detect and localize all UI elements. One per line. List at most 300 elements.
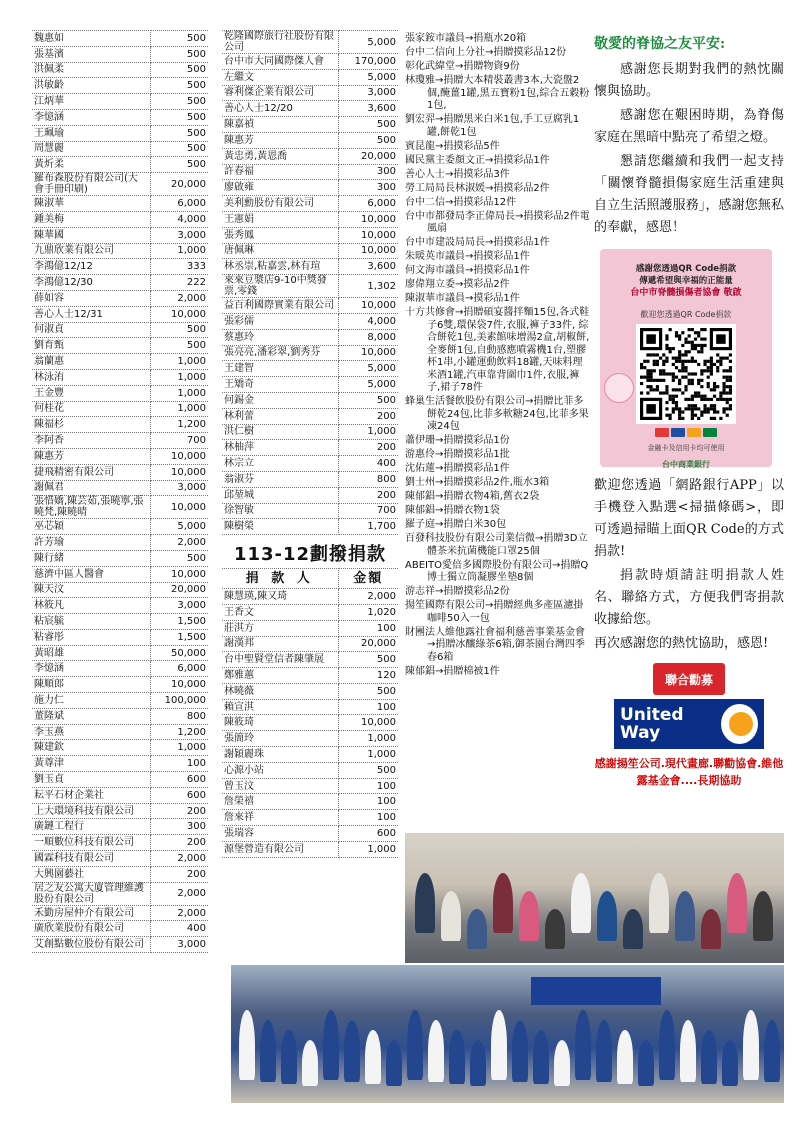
person-figure	[407, 1010, 423, 1080]
list-item: 劉宏羿→捐贈黑米白米1包,手工豆腐乳1罐,餅乾1包	[405, 114, 580, 138]
table-row	[32, 724, 208, 740]
donation-amount: 20,000	[338, 148, 398, 164]
donation-amount: 222	[150, 275, 208, 291]
donation-amount: 1,500	[150, 629, 208, 645]
donor-name: 王金豐	[32, 385, 150, 401]
table-row	[32, 157, 208, 173]
donation-amount: 500	[150, 550, 208, 566]
donor-name: 美利勳股份有限公司	[222, 196, 338, 212]
donor-name: 董隆斌	[32, 708, 150, 724]
donation-amount: 10,000	[338, 211, 398, 227]
list-item: 游志祥→捐贈摸彩品2份	[405, 586, 510, 597]
donor-name: 許芳瑜	[32, 535, 150, 551]
donor-name: 林丞崇,粘嘉雲,林有瑄	[222, 259, 338, 275]
table-row	[32, 243, 208, 259]
goods-donation-column	[405, 33, 592, 680]
donor-name: 許春福	[222, 164, 338, 180]
table-row	[222, 668, 398, 684]
donor-name: 陳天汶	[32, 582, 150, 598]
donor-name: 善心人士12/31	[32, 306, 150, 322]
person-figure	[597, 891, 617, 941]
donor-name: 張簡玲	[222, 731, 338, 747]
donation-amount: 10,000	[338, 345, 398, 361]
donation-amount: 700	[338, 503, 398, 519]
list-item: 蕭伊珊→捐贈摸彩品1份	[405, 435, 510, 446]
donation-amount: 20,000	[150, 582, 208, 598]
person-figure	[302, 1040, 318, 1086]
list-item: 彰化武緯堂→捐贈物資9份	[405, 61, 520, 72]
table-row	[32, 322, 208, 338]
donation-amount: 500	[338, 683, 398, 699]
donor-name: 曾玉汶	[222, 778, 338, 794]
person-figure	[649, 873, 669, 933]
donation-amount: 500	[150, 31, 208, 47]
donor-name: 王香文	[222, 604, 338, 620]
donor-name: 張秀鳳	[222, 227, 338, 243]
table-row	[32, 661, 208, 677]
thanks-title: 敬愛的脊協之友平安:	[594, 36, 726, 52]
donor-name: 源堡營造有限公司	[222, 841, 338, 857]
donor-name: 蔡惠玲	[222, 329, 338, 345]
donor-name: 捷飛精密有限公司	[32, 464, 150, 480]
table-row	[32, 772, 208, 788]
person-figure	[415, 873, 435, 933]
table-row	[32, 480, 208, 496]
united-way-logo-top: 聯合勸募	[653, 663, 725, 695]
qr-code-icon	[640, 328, 732, 420]
table-row	[32, 740, 208, 756]
table-row	[32, 196, 208, 212]
donor-name: 林筱凡	[32, 598, 150, 614]
donor-name: 廣欣業股份有限公司	[32, 921, 150, 937]
donor-name: 廣鏈工程行	[32, 819, 150, 835]
donation-amount: 10,000	[150, 496, 208, 519]
table-row	[32, 598, 208, 614]
table-row	[222, 85, 398, 101]
donor-table-1	[32, 30, 208, 953]
table-row	[32, 338, 208, 354]
donation-amount: 5,000	[338, 31, 398, 54]
person-figure	[743, 1010, 759, 1080]
donation-amount: 300	[150, 819, 208, 835]
card-logo-icon	[671, 428, 685, 437]
bank-logo: 台中商業銀行	[662, 460, 710, 469]
table-row	[222, 361, 398, 377]
table-row	[222, 180, 398, 196]
donation-amount: 200	[338, 440, 398, 456]
table-row	[32, 464, 208, 480]
person-figure	[596, 1020, 612, 1082]
donation-amount: 6,000	[150, 661, 208, 677]
donor-name: 大興園藝社	[32, 866, 150, 882]
donor-name: 巫芯穎	[32, 519, 150, 535]
donation-amount: 2,000	[150, 882, 208, 905]
donation-amount: 500	[150, 125, 208, 141]
donor-name: 江炳華	[32, 94, 150, 110]
event-banner	[531, 977, 661, 1005]
person-figure	[323, 1010, 339, 1080]
donor-name: 九鼎欣業有限公司	[32, 243, 150, 259]
mascot-icon	[604, 373, 634, 403]
table-row	[32, 306, 208, 322]
sponsor-thanks-note: 感謝揚笙公司.現代畫廊.聯勸協會.維他露基金會....長期協助	[594, 757, 784, 787]
table-row	[32, 259, 208, 275]
list-item: 陳郁錩→捐贈棉被1件	[405, 665, 500, 677]
donation-amount: 2,000	[150, 905, 208, 921]
donor-name: 林柚萍	[222, 440, 338, 456]
table-row	[32, 677, 208, 693]
table-row	[222, 636, 398, 652]
table-row	[32, 433, 208, 449]
donation-amount: 10,000	[150, 448, 208, 464]
table-row	[32, 94, 208, 110]
donor-name: 王憲娟	[222, 211, 338, 227]
header-amount: 金額	[338, 569, 398, 589]
table-row	[32, 354, 208, 370]
donation-amount: 10,000	[150, 464, 208, 480]
donor-name: 何桂花	[32, 401, 150, 417]
table-row	[32, 78, 208, 94]
donation-amount: 800	[150, 708, 208, 724]
donor-name: 翁蘭惠	[32, 354, 150, 370]
donor-name: 睿利傑企業有限公司	[222, 85, 338, 101]
person-figure	[386, 1040, 402, 1086]
united-way-logo-bottom	[614, 699, 764, 749]
table-row	[32, 211, 208, 227]
donor-name: 詹來祥	[222, 810, 338, 826]
donor-name: 陳淑華	[32, 196, 150, 212]
person-figure	[545, 909, 565, 949]
person-figure	[554, 1040, 570, 1086]
giro-table-header	[222, 569, 398, 589]
donor-name: 心源小站	[222, 762, 338, 778]
united-way-logo	[614, 663, 764, 749]
person-figure	[722, 1040, 738, 1086]
person-figure	[533, 1030, 549, 1084]
person-figure	[571, 873, 591, 933]
list-item: 游惠伶→捐贈摸彩品1批	[405, 449, 510, 460]
donation-amount: 1,000	[338, 747, 398, 763]
donor-name: 鄭雅蕙	[222, 668, 338, 684]
donation-amount: 400	[150, 921, 208, 937]
donation-amount: 1,000	[338, 424, 398, 440]
list-item: 國民黨主委顏文正→捐摸彩品1件	[405, 154, 550, 166]
table-row	[222, 519, 398, 535]
list-item: 台中二信向上分社→捐贈摸彩品12份	[405, 47, 567, 58]
donation-amount: 1,302	[338, 275, 398, 298]
donor-name: 陳華國	[32, 227, 150, 243]
list-item: 台中二信→捐摸彩品12件	[405, 196, 517, 208]
table-row	[32, 803, 208, 819]
table-row	[32, 275, 208, 291]
donation-amount: 2,000	[150, 290, 208, 306]
person-figure	[239, 1010, 255, 1080]
table-row	[32, 125, 208, 141]
table-row	[32, 693, 208, 709]
table-row	[32, 369, 208, 385]
person-figure	[623, 909, 643, 949]
table-row	[32, 851, 208, 867]
donation-amount: 100	[338, 620, 398, 636]
table-row	[32, 385, 208, 401]
donation-amount: 10,000	[338, 715, 398, 731]
donation-amount: 3,000	[150, 937, 208, 953]
table-row	[32, 937, 208, 953]
donation-amount: 5,000	[338, 69, 398, 85]
donation-amount: 20,000	[338, 636, 398, 652]
donation-amount: 1,000	[150, 401, 208, 417]
donation-amount: 8,000	[338, 329, 398, 345]
person-figure	[638, 1040, 654, 1086]
donation-amount: 1,000	[150, 354, 208, 370]
donor-name: 粘宸毓	[32, 614, 150, 630]
donor-name: 劉育甄	[32, 338, 150, 354]
donor-name: 林曉薇	[222, 683, 338, 699]
table-row	[32, 645, 208, 661]
donation-amount: 3,000	[150, 227, 208, 243]
table-row	[222, 747, 398, 763]
donation-amount: 500	[338, 392, 398, 408]
table-row	[222, 589, 398, 605]
donation-amount: 5,000	[338, 361, 398, 377]
donation-amount: 600	[150, 772, 208, 788]
donation-amount: 1,700	[338, 519, 398, 535]
table-row	[32, 62, 208, 78]
table-row	[222, 259, 398, 275]
donor-list-column-2	[222, 30, 398, 858]
donor-name: 何錫金	[222, 392, 338, 408]
united-way-hand-icon	[721, 704, 758, 744]
donation-amount: 100	[338, 810, 398, 826]
list-item: 蜂巢生活餐飲股份有限公司→捐贈比菲多餅乾24包,比菲多軟糖24包,比菲多果凍24包	[405, 396, 589, 432]
table-row	[222, 652, 398, 668]
donor-name: 魏惠如	[32, 31, 150, 47]
table-row	[222, 31, 398, 54]
donor-name: 張瑞容	[222, 826, 338, 842]
donation-amount: 1,200	[150, 417, 208, 433]
person-figure	[617, 1030, 633, 1084]
table-row	[222, 604, 398, 620]
qr-line-3: 台中市脊髓損傷者協會 敬啟	[630, 288, 742, 298]
list-item: 廖偉翔立委→摸彩品2件	[405, 279, 510, 290]
donation-amount: 6,000	[338, 196, 398, 212]
header-donor: 捐 款 人	[222, 569, 338, 589]
list-item: 陳淑華市議員→摸彩品1件	[405, 293, 520, 304]
table-row	[222, 345, 398, 361]
donation-amount: 1,500	[150, 614, 208, 630]
list-item: 十方共修會→捐贈碩宴醬拌麵15包,各式鞋子6雙,環保袋7件,衣服,褲子33件, 綜合餅乾1包,美素館味增湯2盒,胡椒餅,全麥餅1包,自動感應噴霧機1台,塑膠杯1串,小罐運動飲料18罐,天味料理米酒1罐,汽車靠背圍巾1件,衣服,褲子,裙子78件	[405, 307, 590, 393]
table-row	[32, 290, 208, 306]
donor-name: 乾隆國際旅行社股份有限公司	[222, 31, 338, 54]
donor-name: 慈濟中區人醫會	[32, 566, 150, 582]
list-item: 沈佑蓮→捐贈摸彩品1件	[405, 463, 510, 474]
donation-amount: 3,000	[338, 85, 398, 101]
table-row	[222, 683, 398, 699]
donor-name: 黃昭雄	[32, 645, 150, 661]
table-row	[222, 69, 398, 85]
person-figure	[491, 1010, 507, 1080]
donor-name: 張亮亮,潘彩翠,劉秀芬	[222, 345, 338, 361]
person-figure	[493, 873, 513, 933]
table-row	[32, 835, 208, 851]
table-row	[222, 794, 398, 810]
table-row	[222, 841, 398, 857]
table-row	[222, 117, 398, 133]
list-item: ABEITO愛倍多國際股份有限公司→捐贈Q博士獨立筒凝膠坐墊8個	[405, 559, 589, 583]
donation-amount: 500	[150, 322, 208, 338]
person-figure	[753, 891, 773, 941]
donation-amount: 4,000	[338, 313, 398, 329]
donation-amount: 500	[338, 132, 398, 148]
donation-amount: 100	[338, 699, 398, 715]
person-figure	[764, 1020, 780, 1082]
person-figure	[365, 1030, 381, 1084]
table-row	[32, 519, 208, 535]
table-row	[32, 787, 208, 803]
donor-name: 何淑貞	[32, 322, 150, 338]
donor-name: 粘睿彤	[32, 629, 150, 645]
thanks-paragraph-1: 感謝您長期對我們的熱忱關懷與協助。	[594, 62, 784, 99]
donor-name: 王矯奇	[222, 377, 338, 393]
donor-name: 張惜嬌,陳芸茹,張曉寧,張曉梵,陳曉晴	[32, 496, 150, 519]
donor-name: 李阿香	[32, 433, 150, 449]
donation-amount: 200	[338, 408, 398, 424]
table-row	[222, 487, 398, 503]
donor-name: 黃忠勇,黃恩喬	[222, 148, 338, 164]
donation-amount: 20,000	[150, 173, 208, 196]
donor-name: 陳嘉禎	[222, 117, 338, 133]
person-figure	[428, 1020, 444, 1082]
donation-amount: 100	[338, 794, 398, 810]
table-row	[222, 164, 398, 180]
table-row	[32, 756, 208, 772]
donation-amount: 3,000	[150, 598, 208, 614]
table-row	[222, 101, 398, 117]
donation-amount: 100	[338, 778, 398, 794]
donor-name: 艾創點數位股份有限公司	[32, 937, 150, 953]
donation-amount: 400	[338, 456, 398, 472]
donation-amount: 500	[338, 762, 398, 778]
donation-amount: 4,000	[150, 211, 208, 227]
table-row	[222, 196, 398, 212]
donation-amount: 1,000	[338, 731, 398, 747]
donor-name: 耘平石材企業社	[32, 787, 150, 803]
event-photo-meeting	[405, 833, 784, 963]
donor-name: 李鴻億12/30	[32, 275, 150, 291]
table-row	[32, 31, 208, 47]
donor-name: 陳慧瑛,陳又琦	[222, 589, 338, 605]
donation-amount: 500	[150, 157, 208, 173]
donor-name: 居之友公寓大廈管理維護股份有限公司	[32, 882, 150, 905]
donation-amount: 500	[150, 46, 208, 62]
table-row	[222, 699, 398, 715]
table-row	[222, 227, 398, 243]
donation-amount: 200	[150, 803, 208, 819]
donor-name: 一順數位科技有限公司	[32, 835, 150, 851]
thanks-paragraph-2: 感謝您在艱困時期，為脊傷家庭在黑暗中點亮了希望之燈。	[594, 108, 784, 145]
table-row	[222, 377, 398, 393]
donor-name: 洪敏齡	[32, 78, 150, 94]
person-figure	[575, 1010, 591, 1080]
giro-donation-table	[222, 568, 398, 858]
qr-subtitle: 歡迎您透過QR Code捐款	[640, 310, 732, 319]
donation-amount: 3,600	[338, 259, 398, 275]
thanks-paragraph-4: 歡迎您透過「網路銀行APP」以手機登入點選<掃描條碼>，即可透過掃瞄上面QR Code的方式捐款!	[594, 478, 784, 559]
donor-name: 唐佩琳	[222, 243, 338, 259]
table-row	[32, 629, 208, 645]
table-row	[32, 819, 208, 835]
donor-name: 廖啟雍	[222, 180, 338, 196]
card-logos	[600, 428, 772, 437]
donor-name: 鍾美梅	[32, 211, 150, 227]
donor-name: 陳筱琦	[222, 715, 338, 731]
donation-amount: 500	[150, 141, 208, 157]
donor-name: 禾勤房屋仲介有限公司	[32, 905, 150, 921]
donation-amount: 1,000	[150, 385, 208, 401]
list-item: 何文海市議員→捐摸彩品1件	[405, 265, 530, 276]
table-row	[222, 148, 398, 164]
person-figure	[449, 1030, 465, 1084]
donation-amount: 800	[338, 471, 398, 487]
donor-name: 謝漢邦	[222, 636, 338, 652]
donation-amount: 10,000	[150, 566, 208, 582]
card-logo-icon	[703, 428, 717, 437]
donation-amount: 2,000	[150, 535, 208, 551]
donation-amount: 100	[150, 756, 208, 772]
giro-donation-title: 113-12劃撥捐款	[233, 544, 387, 566]
table-row	[222, 424, 398, 440]
donation-amount: 10,000	[150, 677, 208, 693]
card-logo-icon	[687, 428, 701, 437]
person-figure	[281, 1030, 297, 1084]
donation-amount: 1,000	[150, 740, 208, 756]
thanks-paragraph-6: 再次感謝您的熱忱協助，感恩!	[594, 636, 769, 651]
donation-amount: 500	[150, 94, 208, 110]
donation-amount: 300	[338, 180, 398, 196]
donation-amount: 500	[150, 338, 208, 354]
qr-line-1: 感謝您透過QR Code捐款	[635, 264, 737, 274]
table-row	[222, 456, 398, 472]
qr-code[interactable]	[636, 324, 736, 424]
donor-name: 善心人士12/20	[222, 101, 338, 117]
united-way-text: United Way	[620, 705, 684, 743]
donor-table-2	[222, 30, 398, 535]
table-row	[222, 471, 398, 487]
donation-amount: 500	[150, 62, 208, 78]
table-row	[222, 132, 398, 148]
donation-amount: 2,000	[150, 851, 208, 867]
list-item: 百發科技股份有限公司業信微→捐贈3D立體茶米抗菌機能口罩25個	[405, 533, 588, 557]
table-row	[32, 448, 208, 464]
table-row	[32, 496, 208, 519]
donation-amount: 3,600	[338, 101, 398, 117]
donor-name: 陳建欽	[32, 740, 150, 756]
donor-name: 上大環境科技有限公司	[32, 803, 150, 819]
donation-amount: 200	[338, 487, 398, 503]
donor-name: 邱堃城	[222, 487, 338, 503]
donor-name: 施力仁	[32, 693, 150, 709]
donor-name: 莊淇方	[222, 620, 338, 636]
donor-name: 陳行緒	[32, 550, 150, 566]
table-row	[32, 566, 208, 582]
donor-name: 薛如容	[32, 290, 150, 306]
person-figure	[512, 1020, 528, 1082]
donor-name: 李鴻億12/12	[32, 259, 150, 275]
donation-amount: 3,000	[150, 480, 208, 496]
donation-amount: 170,000	[338, 54, 398, 70]
donor-name: 謝佩君	[32, 480, 150, 496]
table-row	[32, 866, 208, 882]
